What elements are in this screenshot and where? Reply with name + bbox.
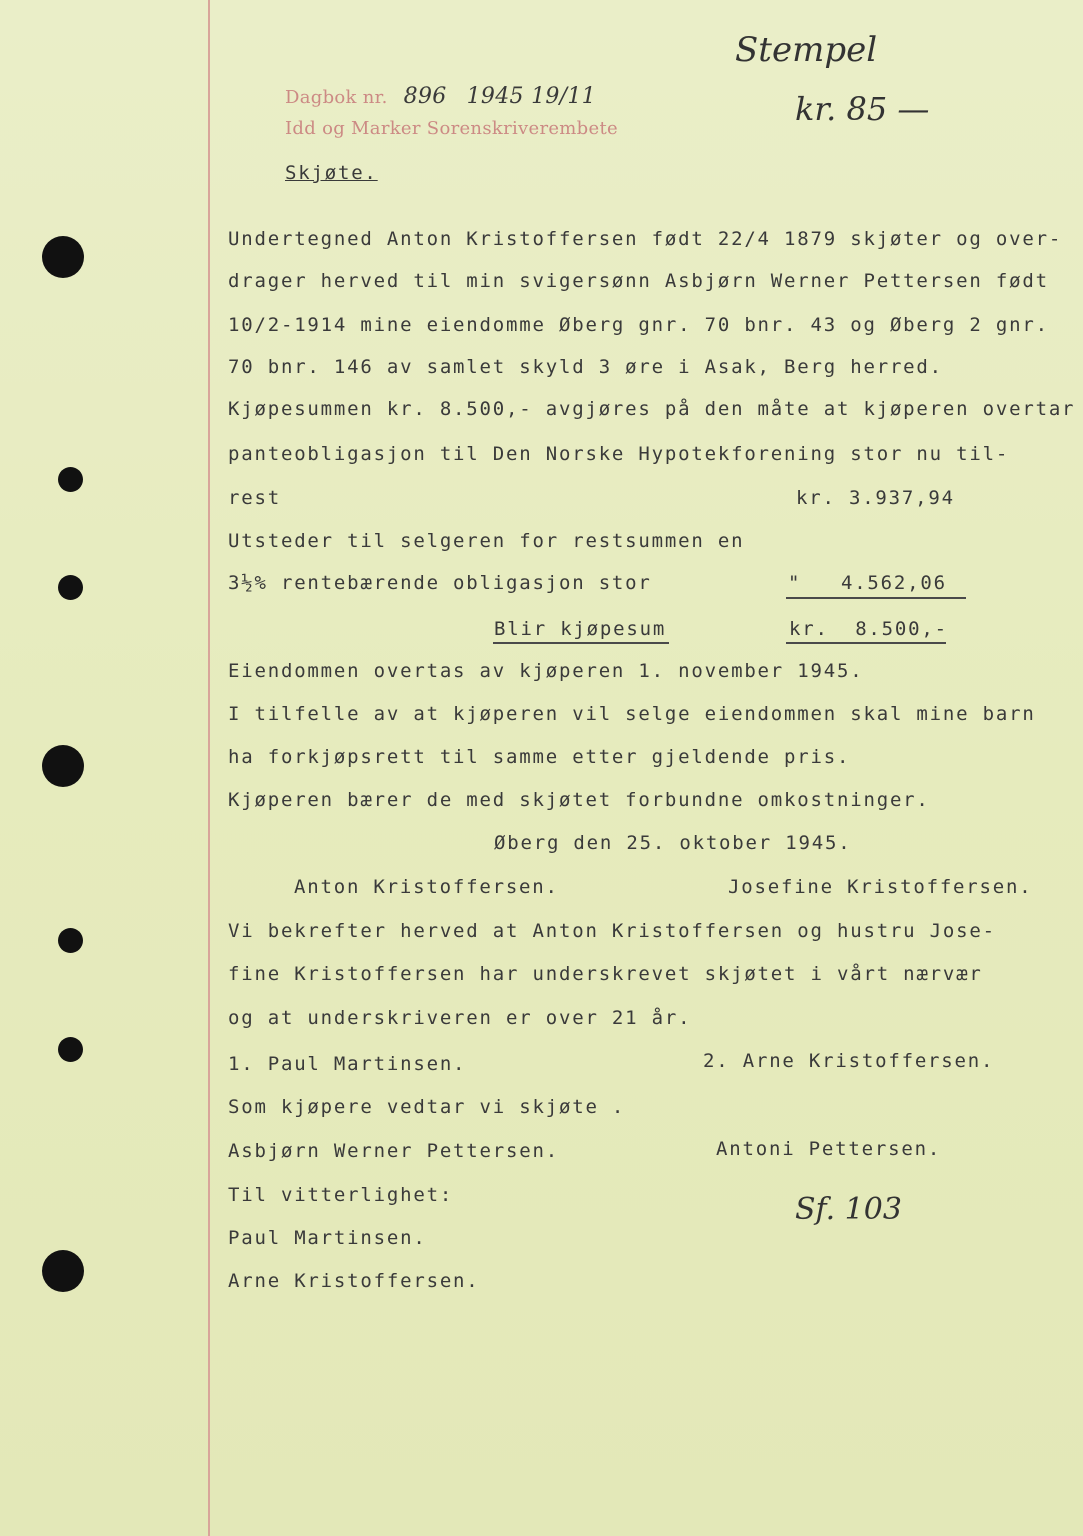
total-amount-underline [786, 642, 946, 644]
witness-line: Vi bekrefter herved at Anton Kristoffersen og hustru Jose- [228, 920, 996, 942]
dagbok-prefix: Dagbok nr. [285, 87, 388, 108]
handwritten-stempel: Stempel [735, 30, 878, 70]
dagbok-stamp [285, 84, 596, 109]
body-line: drager herved til min svigersønn Asbjørn Werner Pettersen født [228, 270, 1049, 292]
total-label-underline [493, 642, 669, 644]
seller-signature: Josefine Kristoffersen. [728, 876, 1033, 898]
punch-hole [58, 575, 83, 600]
office-stamp: Idd og Marker Sorenskriverembete [285, 118, 618, 139]
body-line: 70 bnr. 146 av samlet skyld 3 øre i Asak, Berg herred. [228, 356, 943, 378]
issuer-line: 3½% rentebærende obligasjon stor [228, 572, 652, 594]
terms-line: Eiendommen overtas av kjøperen 1. november 1945. [228, 660, 864, 682]
body-line: 10/2-1914 mine eiendomme Øberg gnr. 70 bnr. 43 og Øberg 2 gnr. [228, 314, 1049, 336]
punch-hole [58, 467, 83, 492]
rest-amount: kr. 3.937,94 [796, 487, 955, 509]
total-amount: kr. 8.500,- [789, 618, 948, 640]
body-line: panteobligasjon til Den Norske Hypotekforening stor nu til- [228, 443, 1010, 465]
body-line: Undertegned Anton Kristoffersen født 22/4 1879 skjøter og over- [228, 228, 1063, 250]
dagbok-date: 1945 19/11 [466, 84, 596, 109]
buyer-signature: Antoni Pettersen. [716, 1138, 942, 1160]
witness-signature: 1. Paul Martinsen. [228, 1053, 467, 1075]
place-date: Øberg den 25. oktober 1945. [494, 832, 852, 854]
buyer-signature: Asbjørn Werner Pettersen. [228, 1140, 559, 1162]
body-line: Kjøpesummen kr. 8.500,- avgjøres på den måte at kjøperen overtar [228, 398, 1076, 420]
issuer-amount: " 4.562,06 [788, 572, 947, 594]
punch-hole [42, 745, 84, 787]
punch-hole [58, 928, 83, 953]
attest-signature: Paul Martinsen. [228, 1227, 427, 1249]
handwritten-initials: Sf. 103 [795, 1192, 902, 1227]
body-line: rest [228, 487, 281, 509]
attest-signature: Arne Kristoffersen. [228, 1270, 480, 1292]
terms-line: Kjøperen bærer de med skjøtet forbundne omkostninger. [228, 789, 930, 811]
issuer-line: Utsteder til selgeren for restsummen en [228, 530, 745, 552]
seller-signature: Anton Kristoffersen. [294, 876, 559, 898]
witness-line: og at underskriveren er over 21 år. [228, 1007, 692, 1029]
punch-hole [42, 236, 84, 278]
total-label: Blir kjøpesum [494, 618, 667, 640]
witness-line: fine Kristoffersen har underskrevet skjøtet i vårt nærvær [228, 963, 983, 985]
sum-rule [786, 597, 966, 599]
terms-line: ha forkjøpsrett til samme etter gjeldende pris. [228, 746, 851, 768]
dagbok-number: 896 [403, 84, 447, 109]
terms-line: I tilfelle av at kjøperen vil selge eiendommen skal mine barn [228, 703, 1036, 725]
document-title: Skjøte. [285, 162, 378, 184]
buyers-accept: Som kjøpere vedtar vi skjøte . [228, 1096, 626, 1118]
punch-hole [42, 1250, 84, 1292]
handwritten-fee: kr. 85 — [795, 90, 930, 128]
punch-hole [58, 1037, 83, 1062]
margin-rule [208, 0, 210, 1536]
attest-label: Til vitterlighet: [228, 1184, 454, 1206]
witness-signature: 2. Arne Kristoffersen. [703, 1050, 995, 1072]
